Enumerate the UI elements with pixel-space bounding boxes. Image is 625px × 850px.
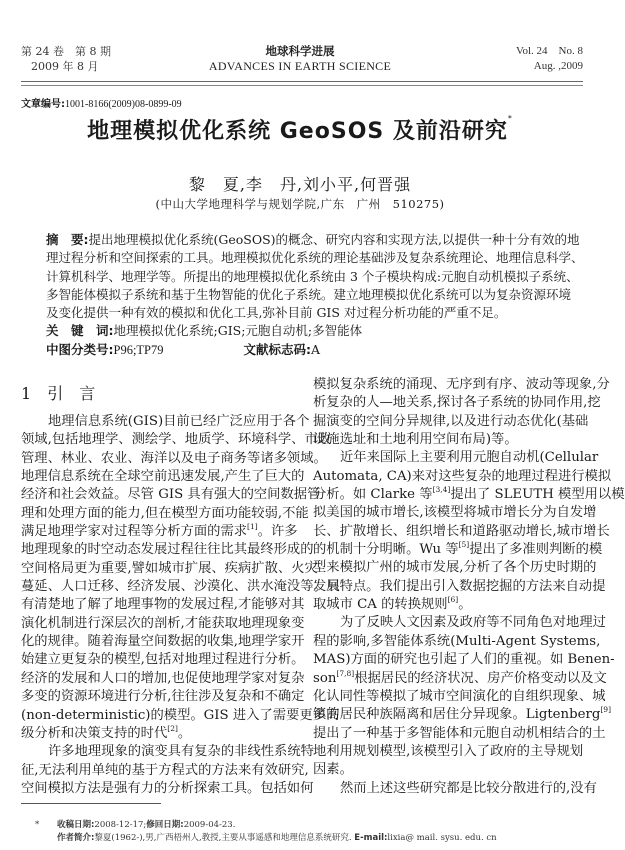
section-title: 引 言 — [47, 384, 96, 403]
body-text: 设施选址和土地利用空间布局)等。 — [313, 432, 518, 448]
body-text-line — [21, 468, 305, 486]
authors: 黎 夏,李 丹,刘小平,何晋强 — [188, 175, 412, 194]
body-text: 演化机制进行深层次的剖析,才能获取地理现象变 — [21, 615, 305, 631]
citation-reference[interactable]: [3,4] — [432, 485, 451, 495]
clc-value: P96;TP79 — [113, 342, 164, 357]
body-text: 为了反映人文因素及政府等不同角色对地理过 — [340, 615, 606, 631]
body-text: 许多地理现象的演变具有复杂的非线性系统特 — [48, 744, 314, 760]
body-text: 模拟复杂系统的涌现、无序到有序、波动等现象,分 — [313, 377, 610, 392]
citation-reference[interactable]: [9] — [600, 705, 611, 715]
abstract-line — [46, 231, 580, 249]
body-text-line — [313, 596, 579, 614]
body-text-line — [313, 504, 597, 522]
body-text: 管理、林业、农业、海洋以及电子商务等诸多领域。 — [21, 450, 327, 466]
section-heading — [21, 381, 111, 404]
body-text-line — [313, 394, 601, 412]
journal-name-en: ADVANCES IN EARTH SCIENCE — [208, 59, 392, 73]
body-text: 满足地理学家对过程等分析方面的需求 — [21, 524, 248, 540]
body-text-line — [21, 633, 305, 651]
body-text: 经济的发展和人口的增加,也促使地理学家对复杂 — [21, 670, 305, 686]
body-text-line — [21, 578, 341, 596]
body-text-line — [313, 761, 579, 779]
footnote-rule — [21, 803, 161, 804]
bio-text: 黎夏(1962-),男,广西梧州人,教授,主要从事遥感和地理信息系统研究. — [94, 833, 352, 843]
body-text-line — [21, 707, 340, 725]
body-text-line — [21, 413, 310, 431]
revised-label: 修回日期: — [146, 820, 184, 830]
keywords-value: 地理模拟优化系统;GIS;元胞自动机;多智能体 — [113, 323, 363, 339]
body-text: 空间格局更为重要,譬如城市扩展、疾病扩散、火灾 — [21, 560, 318, 576]
body-text: 经济和社会效益。尽管 GIS 具有强大的空间数据管 — [21, 487, 321, 503]
body-text: son — [313, 670, 337, 686]
body-text-line — [313, 559, 597, 577]
body-text-line — [21, 431, 332, 449]
body-text-line — [21, 670, 305, 688]
citation-reference[interactable]: [5] — [458, 540, 470, 550]
title-footnote-mark: * — [507, 114, 513, 123]
received-date: 2008-12-17; — [94, 820, 147, 830]
body-text-line — [313, 668, 607, 688]
keywords-label: 关 键 词: — [46, 323, 114, 339]
body-text: 根据居民的经济状况、房产价格变动以及文 — [354, 670, 607, 686]
body-column-right — [313, 376, 625, 798]
body-text-line — [21, 505, 309, 523]
issue-date-en: Aug. ,2009 — [533, 60, 583, 72]
journal-name — [150, 44, 450, 74]
body-text: 析复杂的人—地关系,探讨各子系统的协同作用,挖 — [313, 395, 601, 411]
article-number-label: 文章编号: — [21, 99, 65, 110]
body-text-line — [313, 431, 579, 449]
abstract-text: 提出地理模拟优化系统(GeoSOS)的概念、研究内容和实现方法,以提供一种十分有效的地 — [88, 232, 580, 247]
body-text: 理和处理方面的能力,但在模型方面功能较弱,不能 — [21, 505, 309, 521]
bio-label: 作者简介: — [57, 833, 95, 843]
header-rule-thin — [21, 85, 583, 86]
body-text: 级分析和决策支持的时代 — [21, 725, 168, 741]
header-rule — [21, 81, 583, 82]
body-text: 。 — [177, 725, 192, 741]
body-text: 提出了多准则判断的模 — [469, 542, 603, 558]
article-number-value: 1001-8166(2009)08-0899-09 — [65, 99, 182, 110]
footnote-mark: * — [35, 820, 40, 830]
abstract-line: 理过程分析和空间探索的工具。地理模拟优化系统的理论基础涉及复杂系统理论、地理信息科学、 — [46, 250, 584, 266]
body-text-line — [313, 780, 597, 798]
body-text: 取城市 CA 的转换规则 — [313, 597, 448, 613]
body-text: 的机制十分明晰。Wu 等 — [313, 542, 459, 558]
body-text-line — [21, 486, 321, 504]
body-text: 化的规律。随着海量空间数据的收集,地理学家开 — [21, 634, 305, 650]
body-text-line — [21, 780, 314, 798]
body-text: 领域,包括地理学、测绘学、地质学、环境科学、市政 — [21, 432, 332, 448]
body-text: 近年来国际上主要利用元胞自动机(Cellular — [340, 450, 599, 466]
clc-label: 中图分类号: — [46, 341, 114, 357]
keywords — [46, 322, 557, 340]
body-text: 地利用规划模型,该模型引入了政府的主导规划 — [313, 743, 584, 759]
body-text: 提出了一种基于多智能体和元胞自动机相结合的土 — [313, 725, 606, 741]
body-text: 蔓延、人口迁移、经济发展、沙漠化、洪水淹没等。只 — [21, 579, 341, 595]
abstract-line: 计算机科学、地理学等。所提出的地理模拟优化系统由 3 个子模块构成:元胞自动机模拟子系统、 — [46, 268, 579, 284]
body-text: MAS)方面的研究也引起了人们的重视。如 Benen- — [313, 652, 615, 668]
classification — [46, 341, 557, 359]
footnote-dates — [57, 819, 497, 832]
body-text: 程的影响,多智能体系统(Multi-Agent Systems, — [313, 633, 601, 649]
body-text-line — [313, 614, 606, 632]
citation-reference[interactable]: [2] — [167, 723, 178, 733]
body-text-line — [21, 762, 309, 780]
body-text: 型来模拟广州的城市发展,分析了各个历史时期的 — [313, 560, 597, 576]
body-text: 地理现象的时空动态发展过程往往比其最终形成的 — [21, 542, 314, 558]
body-text: 然而上述这些研究都是比较分散进行的,没有 — [340, 780, 597, 796]
volume-issue: 第 24 卷 第 8 期 — [21, 45, 111, 58]
body-text: Automata, CA)来对这些复杂的地理过程进行模拟 — [313, 468, 612, 484]
body-text: 拟美国的城市增长,该模型将城市增长分为自发增 — [313, 505, 597, 521]
abstract — [46, 231, 584, 359]
body-text: 。 — [458, 597, 472, 613]
body-text: 多变的资源环境进行分析,往往涉及复杂和不确定 — [21, 689, 305, 705]
body-text-line — [21, 596, 305, 614]
body-text: 地理信息系统(GIS)目前已经广泛应用于各个 — [48, 414, 310, 429]
body-text: 化认同性等模拟了城市空间演化的自组织现象、城 — [313, 688, 606, 704]
abstract-label: 摘 要: — [46, 232, 89, 247]
body-text: (non-deterministic)的模型。GIS 进入了需要更多高 — [21, 707, 340, 723]
affiliation: (中山大学地理科学与规划学院,广东 广州 510275) — [155, 197, 445, 211]
body-text: 掘演变的空间分异规律,以及进行动态优化(基础 — [313, 413, 589, 429]
body-text-line — [21, 541, 314, 559]
body-text-line — [21, 450, 327, 468]
body-text-line — [21, 725, 287, 743]
body-text-line — [313, 540, 603, 559]
body-text: 征,无法利用单纯的基于方程式的方法来有效研究, — [21, 762, 309, 778]
received-label: 收稿日期: — [57, 820, 95, 830]
body-text: 地理信息系统在全球空前迅速发展,产生了巨大的 — [21, 469, 305, 485]
body-text-line — [313, 449, 599, 467]
doc-code-value: A — [311, 341, 321, 357]
body-text: 发展特点。我们提出引入数据挖掘的方法来自动提 — [313, 578, 606, 594]
paper-title — [0, 114, 600, 145]
body-text: 始建立更复杂的模型,包括对地理过程进行分析。 — [21, 652, 305, 668]
journal-issue-info-en — [516, 44, 583, 74]
body-text-line — [21, 615, 305, 633]
body-text-line — [313, 523, 610, 541]
body-text-line — [313, 468, 612, 486]
body-text-line — [21, 743, 314, 761]
citation-reference[interactable]: [6] — [447, 595, 459, 605]
email-label: E-mail: — [354, 833, 388, 843]
body-text-line — [21, 522, 298, 541]
journal-issue-info — [21, 44, 111, 74]
body-text: 因素。 — [313, 762, 353, 778]
body-text: 提出了 SLEUTH 模型用以模 — [450, 487, 625, 503]
citation-reference[interactable]: [1] — [247, 522, 258, 532]
body-text: 空间模拟方法是强有力的分析探索工具。包括如何 — [21, 780, 314, 796]
body-text: 有清楚地了解了地理事物的发展过程,才能够对其 — [21, 597, 305, 613]
article-number — [21, 95, 182, 110]
body-text-line — [313, 376, 610, 394]
footnote — [35, 819, 497, 845]
body-text-line — [313, 651, 615, 669]
doc-code-label: 文献标志码: — [243, 341, 311, 357]
abstract-line: 多智能体模拟子系统和基于生物智能的优化子系统。建立地理模拟优化系统可以为复杂资源环境 — [46, 286, 572, 302]
body-text-line — [313, 633, 601, 651]
journal-name-cn: 地球科学进展 — [265, 44, 335, 58]
body-text-line — [313, 485, 625, 504]
body-text-line — [313, 705, 611, 724]
body-text-line — [313, 578, 606, 596]
section-number: 1 — [21, 384, 32, 403]
issue-date-cn: 2009 年 8 月 — [31, 60, 99, 73]
body-text: 。许多 — [257, 524, 298, 540]
body-text-line — [313, 725, 606, 743]
body-text-line — [21, 651, 305, 669]
body-text: 长、扩散增长、组织增长和道路驱动增长,城市增长 — [313, 523, 610, 539]
volume-issue-en: Vol. 24 No. 8 — [515, 45, 583, 57]
body-text: 镇的居民种族隔离和居住分异现象。Ligtenberg — [313, 707, 601, 723]
paper-title-text: 地理模拟优化系统 GeoSOS 及前沿研究 — [87, 119, 508, 144]
footnote-bio — [57, 832, 497, 845]
body-text: 分析。如 Clarke 等 — [313, 487, 433, 503]
abstract-line: 及变化提供一种有效的模拟和优化工具,弥补目前 GIS 对过程分析功能的严重不足。 — [46, 305, 507, 321]
body-text-line — [21, 560, 318, 578]
email-address[interactable]: lixia@ mail. sysu. edu. cn — [387, 833, 497, 843]
body-text-line — [21, 688, 305, 706]
citation-reference[interactable]: [7,8] — [336, 668, 355, 678]
revised-date: 2009-04-23. — [183, 820, 236, 830]
body-text-line — [313, 688, 606, 706]
body-text-line — [313, 743, 584, 761]
body-text-line — [313, 413, 589, 431]
